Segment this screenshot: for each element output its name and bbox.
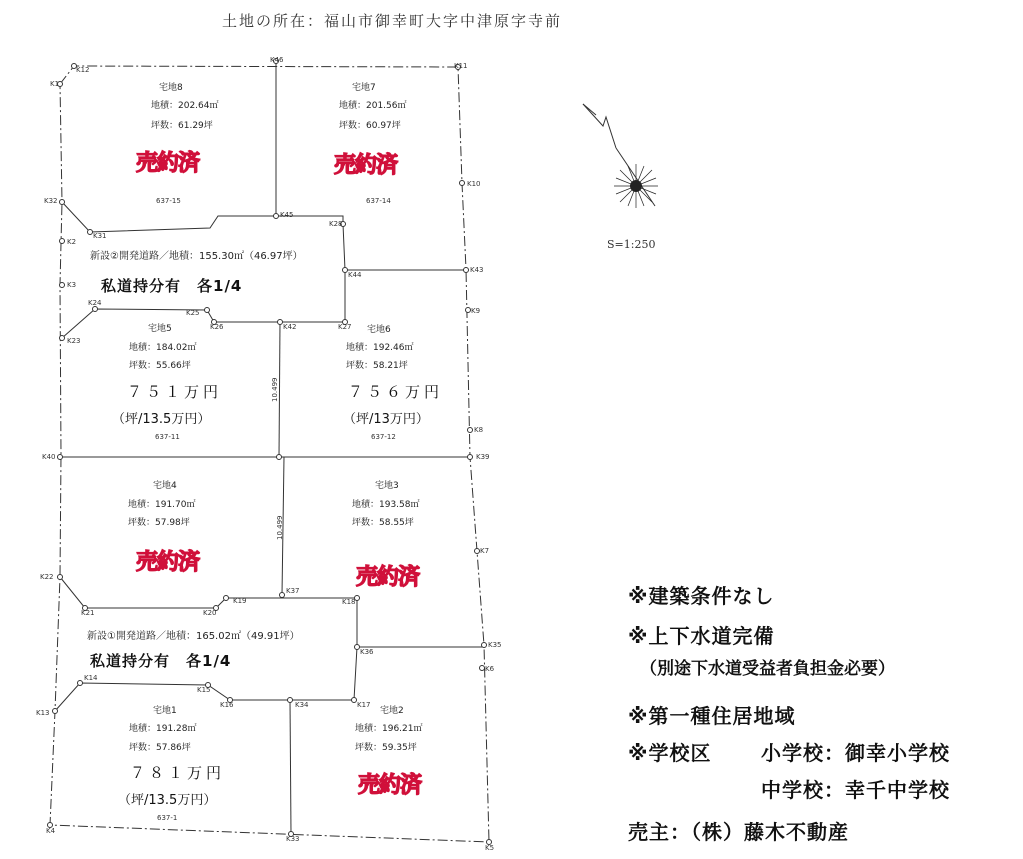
lot2-sold-stamp: 売約済 <box>358 773 422 798</box>
road2-share: 私道持分有 各1/4 <box>101 277 243 295</box>
marker-k37: K37 <box>286 587 300 595</box>
lot1-parcel: 637-1 <box>157 814 178 822</box>
lot3-sold-stamp: 売約済 <box>356 565 420 590</box>
marker-k16: K16 <box>220 701 234 709</box>
marker-k34: K34 <box>295 701 309 709</box>
lot6-unit-price: （坪/13万円） <box>343 412 429 427</box>
marker-k31: K31 <box>93 232 107 240</box>
seller-name: 売主：（株）藤木不動産 <box>628 820 849 844</box>
marker-k13: K13 <box>36 709 50 717</box>
marker-k8: K8 <box>474 426 484 434</box>
lot2-tsubo: 坪数：59.35坪 <box>355 743 417 753</box>
lower-dimension: 10.499 <box>276 515 284 540</box>
lot6-tsubo: 坪数：58.21坪 <box>346 361 408 371</box>
marker-k23: K23 <box>67 337 81 345</box>
note-elementary-school: 小学校：御幸小学校 <box>761 741 950 765</box>
marker-k11: K11 <box>454 62 468 70</box>
lot5-unit-price: （坪/13.5万円） <box>112 412 211 427</box>
note-junior-high-school: 中学校：幸千中学校 <box>761 778 950 802</box>
marker-k1: K1 <box>50 80 60 88</box>
lot4-sold-stamp: 売約済 <box>136 550 200 575</box>
marker-k17: K17 <box>357 701 371 709</box>
lot1-area: 地積：191.28㎡ <box>129 724 197 734</box>
lot1-unit-price: （坪/13.5万円） <box>118 793 217 808</box>
marker-k7: K7 <box>480 547 490 555</box>
marker-k2: K2 <box>67 238 77 246</box>
marker-k39: K39 <box>476 453 490 461</box>
marker-k9: K9 <box>471 307 481 315</box>
line-k34-k33 <box>290 700 291 834</box>
lot8-name: 宅地8 <box>159 83 183 93</box>
marker-k20: K20 <box>203 609 217 617</box>
road1-share: 私道持分有 各1/4 <box>90 652 232 670</box>
location-title: 土地の所在：福山市御幸町大字中津原字寺前 <box>222 12 563 30</box>
marker-k35: K35 <box>488 641 502 649</box>
marker-k18: K18 <box>342 598 356 606</box>
north-arrow-icon <box>583 104 655 206</box>
marker-k14: K14 <box>84 674 98 682</box>
lot7-tsubo: 坪数：60.97坪 <box>339 121 401 131</box>
lot5-parcel: 637-11 <box>155 433 180 441</box>
lot6-name: 宅地6 <box>367 325 391 335</box>
marker-k46: K46 <box>270 56 284 64</box>
lot7-area: 地積：201.56㎡ <box>339 101 407 111</box>
note-sewer-fee: （別途下水道受益者負担金必要） <box>640 659 895 679</box>
marker-k6: K6 <box>485 665 495 673</box>
lot6-parcel: 637-12 <box>371 433 396 441</box>
marker-k33: K33 <box>286 835 300 843</box>
lot8-sold-stamp: 売約済 <box>136 151 200 176</box>
lot1-price: ７８１万円 <box>130 764 226 782</box>
lot8-area: 地積：202.64㎡ <box>151 101 219 111</box>
marker-k4: K4 <box>46 827 56 835</box>
lot7-parcel: 637-14 <box>366 197 391 205</box>
lot3-tsubo: 坪数：58.55坪 <box>352 518 414 528</box>
note-zoning: ※第一種住居地域 <box>628 704 796 728</box>
lot5-area: 地積：184.02㎡ <box>129 343 197 353</box>
marker-k32: K32 <box>44 197 58 205</box>
marker-k10: K10 <box>467 180 481 188</box>
road1-label: 新設①開発道路／地積：165.02㎡（49.91坪） <box>87 631 300 642</box>
upper-dimension: 10.499 <box>271 377 279 402</box>
marker-k24: K24 <box>88 299 102 307</box>
scale-label: S=1:250 <box>607 238 656 251</box>
road2-label: 新設②開発道路／地積：155.30㎡（46.97坪） <box>90 251 303 262</box>
lot5-price: ７５１万円 <box>127 383 223 401</box>
lot8-tsubo: 坪数：61.29坪 <box>151 121 213 131</box>
marker-k15: K15 <box>197 686 211 694</box>
lot6-price: ７５６万円 <box>348 383 444 401</box>
line-k42-k41 <box>279 322 280 457</box>
marker-k19: K19 <box>233 597 247 605</box>
marker-k27: K27 <box>338 323 352 331</box>
lot7-sold-stamp: 売約済 <box>334 153 398 178</box>
marker-k28: K28 <box>329 220 343 228</box>
site-boundary <box>50 66 489 842</box>
marker-k12: K12 <box>76 66 90 74</box>
note-no-building-condition: ※建築条件なし <box>628 584 775 608</box>
lot5-name: 宅地5 <box>148 324 172 334</box>
lot1-name: 宅地1 <box>153 706 177 716</box>
lot4-tsubo: 坪数：57.98坪 <box>128 518 190 528</box>
lot7-name: 宅地7 <box>352 83 376 93</box>
lot4-area: 地積：191.70㎡ <box>128 500 196 510</box>
marker-k36: K36 <box>360 648 374 656</box>
marker-k26: K26 <box>210 323 224 331</box>
lot3-name: 宅地3 <box>375 481 399 491</box>
marker-k40: K40 <box>42 453 56 461</box>
lot3-area: 地積：193.58㎡ <box>352 500 420 510</box>
marker-k22: K22 <box>40 573 54 581</box>
note-water-sewer: ※上下水道完備 <box>628 624 775 648</box>
lot2-area: 地積：196.21㎡ <box>355 724 423 734</box>
marker-k21: K21 <box>81 609 95 617</box>
compass-star-icon <box>614 164 658 208</box>
marker-k43: K43 <box>470 266 484 274</box>
marker-k45: K45 <box>280 211 294 219</box>
marker-k25: K25 <box>186 309 200 317</box>
lot4-name: 宅地4 <box>153 481 177 491</box>
lot5-tsubo: 坪数：55.66坪 <box>129 361 191 371</box>
marker-k44: K44 <box>348 271 362 279</box>
lot1-tsubo: 坪数：57.86坪 <box>129 743 191 753</box>
lot8-parcel: 637-15 <box>156 197 181 205</box>
marker-k3: K3 <box>67 281 77 289</box>
marker-k5: K5 <box>485 844 495 852</box>
lot2-name: 宅地2 <box>380 706 404 716</box>
lot6-area: 地積：192.46㎡ <box>346 343 414 353</box>
note-school-district: ※学校区 <box>628 741 712 765</box>
marker-k42: K42 <box>283 323 297 331</box>
